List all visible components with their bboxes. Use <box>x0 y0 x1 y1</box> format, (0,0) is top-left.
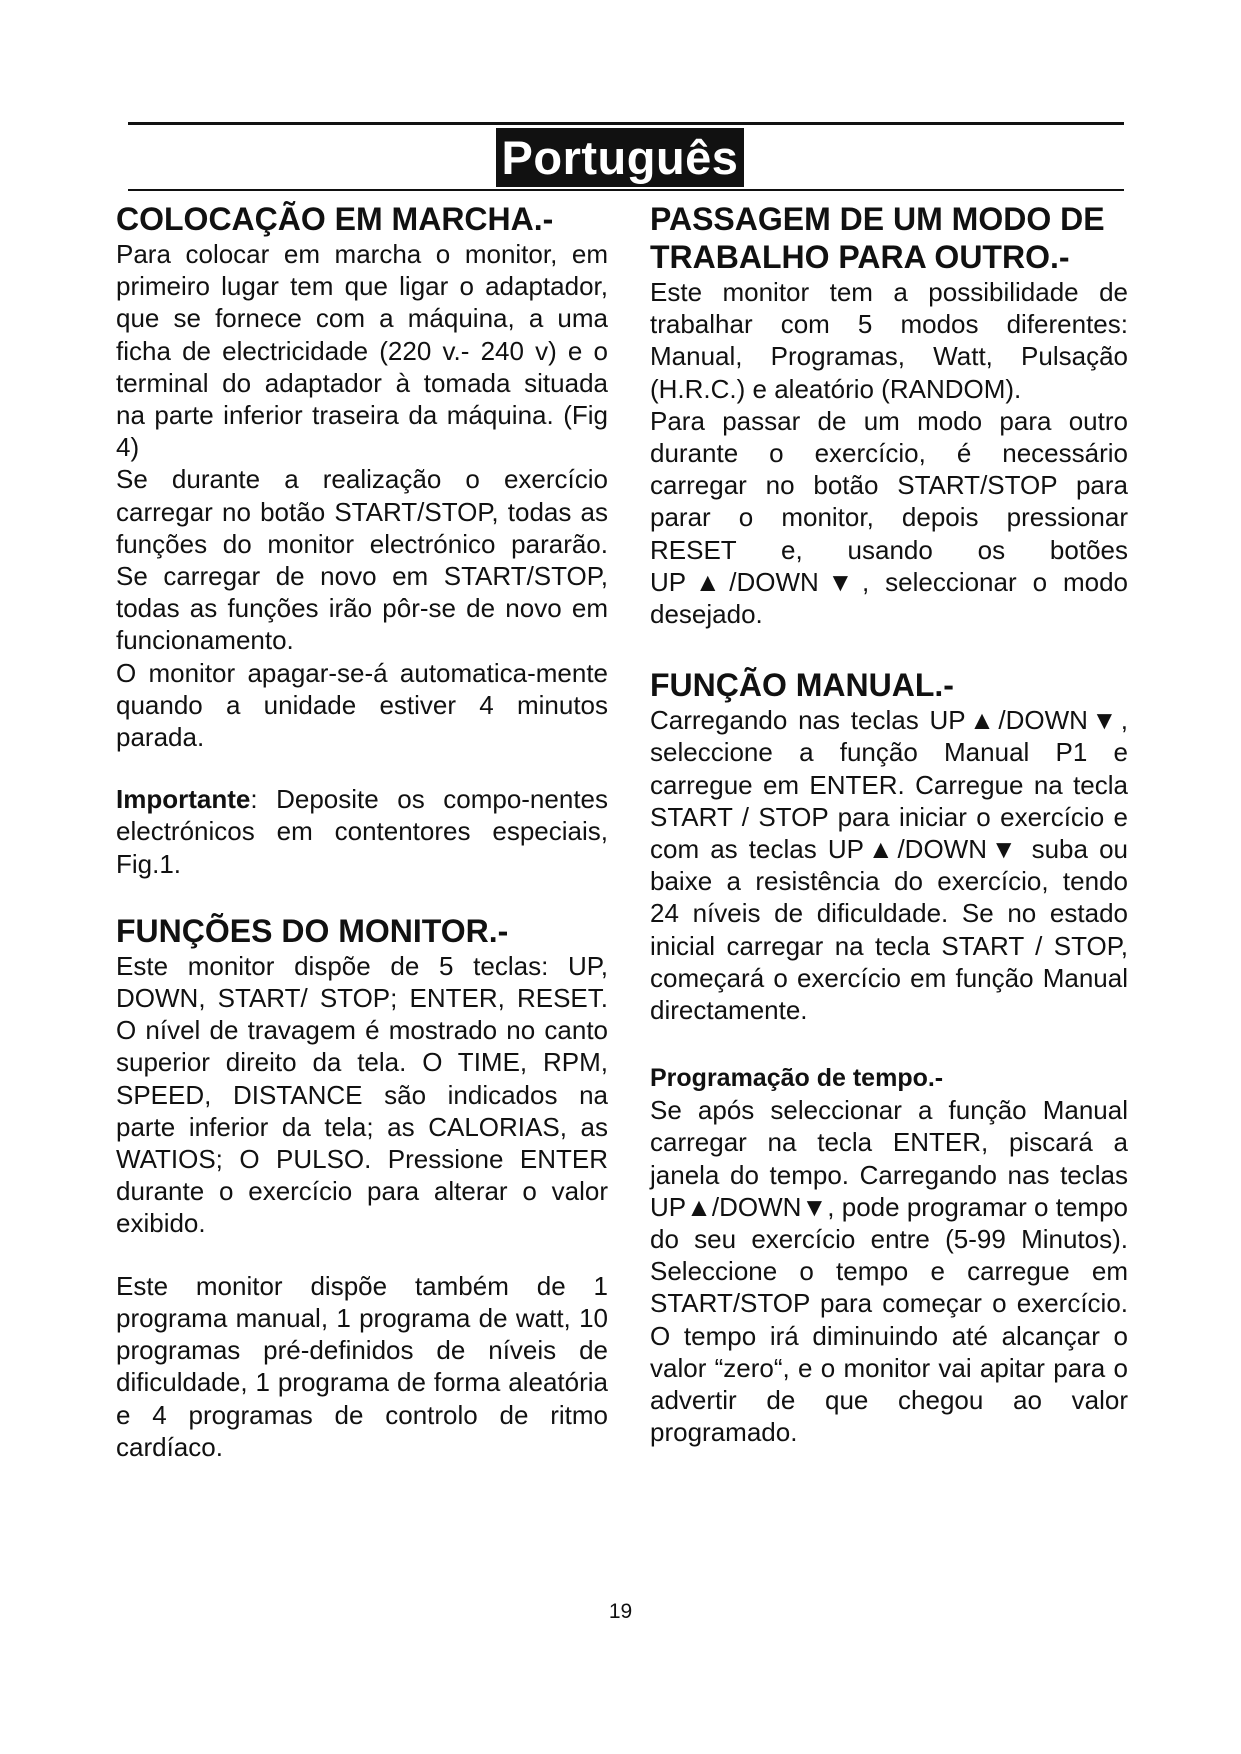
manual-function-paragraph: Carregando nas teclas UP▲/DOWN▼, seleccione a função Manual P1 e carregue em ENTER. Carregue na tecla START / STOP para iniciar o exercício e com as teclas UP▲/DOWN▼ suba ou baixe a resistência do exercício, tendo 24 níveis de dificuldade. Se no estado inicial carregar na tecla START / STOP, começará o exercício em função Manual directamente. <box>650 705 1128 1026</box>
header-top-rule <box>128 122 1124 125</box>
monitor-functions-paragraph-2: Este monitor dispõe também de 1 programa manual, 1 programa de watt, 10 programas pré-definidos de níveis de dificuldade, 1 programa de forma aleatória e 4 programas de controlo de ritmo cardíaco. <box>116 1270 608 1462</box>
page-number: 19 <box>608 1600 633 1623</box>
section-title-manual-function: FUNÇÃO MANUAL.- <box>650 667 954 704</box>
monitor-functions-paragraph-1: Este monitor dispõe de 5 teclas: UP, DOWN, START/ STOP; ENTER, RESET. O nível de travagem é mostrado no canto superior direito da tela. O TIME, RPM, SPEED, DISTANCE são indicados na parte inferior da tela; as CALORIAS, as WATIOS; O PULSO. Pressione ENTER durante o exercício para alterar o valor exibido. <box>116 950 608 1239</box>
startup-paragraph-2: Se durante a realização o exercício carregar no botão START/STOP, todas as funções do monitor electrónico pararão. Se carregar de novo em START/STOP, todas as funções irão pôr-se de novo em funcionamento. <box>116 464 608 656</box>
section-title-monitor-functions: FUNÇÕES DO MONITOR.- <box>116 912 509 949</box>
startup-paragraph-3: O monitor apagar-se-á automatica-mente quando a unidade estiver 4 minutos parada. <box>116 657 608 753</box>
mode-switch-paragraph-2: Para passar de um modo para outro durante o exercício, é necessário carregar no botão START/STOP para parar o monitor, depois pressionar RESET e, usando os botões UP▲/DOWN▼, seleccionar o modo desejado. <box>650 405 1128 630</box>
section-title-startup: COLOCAÇÃO EM MARCHA.- <box>116 201 554 237</box>
right-column <box>650 200 1128 1449</box>
time-programming-paragraph: Se após seleccionar a função Manual carregar na tecla ENTER, piscará a janela do tempo. Carregando nas teclas UP▲/DOWN▼, pode programar o tempo do seu exercício entre (5-99 Minutos). Seleccione o tempo e carregue em START/STOP para começar o exercício. O tempo irá diminuindo até alcançar o valor “zero“, e o monitor vai apitar para o advertir de que chegou ao valor programado. <box>650 1095 1128 1448</box>
section-title-mode-switch: PASSAGEM DE UM MODO DE TRABALHO PARA OUTRO.- <box>650 201 1105 275</box>
mode-switch-paragraph-1: Este monitor tem a possibilidade de trabalhar com 5 modos diferentes: Manual, Programas, Watt, Pulsação (H.R.C.) e aleatório (RANDOM). <box>650 277 1128 404</box>
important-label: Importante <box>116 784 251 815</box>
left-column <box>116 200 608 1463</box>
subsection-title-time-programming: Programação de tempo.- <box>650 1064 944 1093</box>
header-bottom-rule <box>128 189 1124 191</box>
startup-paragraph-1: Para colocar em marcha o monitor, em primeiro lugar tem que ligar o adaptador, que se fornece com a máquina, a uma ficha de electricidade (220 v.- 240 v) e o terminal do adaptador à tomada situada na parte inferior traseira da máquina. (Fig 4) <box>116 239 608 463</box>
important-note <box>116 783 608 880</box>
language-banner: Português <box>496 128 744 187</box>
important-text: : Deposite os compo-nentes electrónicos em contentores especiais, Fig.1. <box>116 784 608 879</box>
